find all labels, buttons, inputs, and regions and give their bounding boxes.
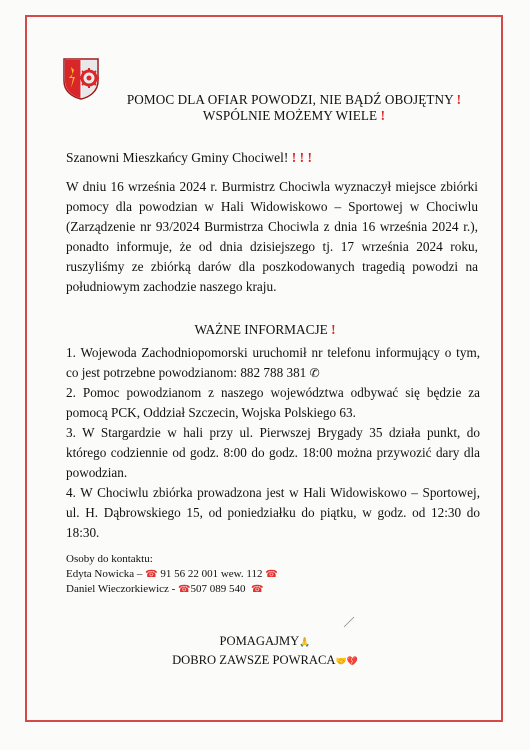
section-title-exclamation: ! — [331, 322, 336, 337]
slogan-line-2 — [0, 652, 530, 671]
pen-mark — [342, 616, 356, 628]
greeting — [66, 150, 312, 166]
info-list — [66, 343, 480, 543]
info-item-3: 3. W Stargardzie w hali przy ul. Pierwszej Brygady 35 działa punkt, do którego codziennie od godz. 8:00 do godz. 18:00 można przywozić dary dla powodzian. — [66, 425, 480, 480]
praying-hands-icon: 🙏 — [299, 638, 311, 648]
info-item-1-text: 1. Wojewoda Zachodniopomorski uruchomił nr telefonu informujący o tym, co jest potrzebne powodzianom: 882 788 381 — [66, 345, 480, 380]
phone-handset-icon: ✆ — [309, 366, 320, 380]
title-exclamation-1: ! — [456, 92, 462, 107]
info-item-1 — [66, 343, 480, 383]
contact-2-name: Daniel Wieczorkiewicz - — [66, 583, 176, 595]
handshake-icon: 🤝 — [335, 657, 347, 667]
contact-person-2 — [66, 582, 386, 597]
telephone-icon: ☎ — [145, 569, 158, 580]
info-item-4: 4. W Chociwlu zbiórka prowadzona jest w Hali Widowiskowo – Sportowej, ul. H. Dąbrowskiego 15, od poniedziałku do piątku, w godz. od 12:30 do 18:30. — [66, 485, 480, 540]
title-line-2: WSPÓLNIE MOŻEMY WIELE — [202, 108, 378, 123]
telephone-icon: ☎ — [251, 584, 264, 595]
contact-1-phone: 91 56 22 001 wew. 112 — [160, 568, 263, 580]
slogan-line-1 — [0, 633, 530, 652]
telephone-icon: ☎ — [178, 584, 191, 595]
section-title-text: WAŻNE INFORMACJE — [194, 322, 328, 337]
section-title — [0, 322, 530, 338]
contact-1-name: Edyta Nowicka – — [66, 568, 143, 580]
contact-person-1 — [66, 567, 386, 582]
intro-paragraph: W dniu 16 września 2024 r. Burmistrz Chociwla wyznaczył miejsce zbiórki pomocy dla powodzian w Hali Widowiskowo – Sportowej w Chociwlu (Zarządzenie nr 93/2024 Burmistrza Chociwla z dnia 16 września 2024 r.), ponadto informuje, że od dnia dzisiejszego tj. 17 września 2024 roku, ruszyliśmy ze zbiórką darów dla poszkodowanych tragedią powodzi na południowym zachodzie naszego kraju. — [66, 179, 478, 294]
title-exclamation-2: ! — [380, 108, 386, 123]
contacts-title: Osoby do kontaktu: — [66, 553, 153, 565]
contacts-block — [66, 552, 386, 597]
info-item-2: 2. Pomoc powodzianom z naszego województwa odbywać się będzie za pomocą PCK, Oddział Szczecin, Wojska Polskiego 63. — [66, 385, 480, 420]
page-title — [104, 92, 484, 124]
greeting-exclamations: ! ! ! — [291, 150, 312, 165]
slogan-line-2-text: DOBRO ZAWSZE POWRACA — [172, 653, 336, 667]
slogan-line-1-text: POMAGAJMY — [219, 634, 300, 648]
gmina-chociwel-crest — [62, 57, 100, 101]
greeting-text: Szanowni Mieszkańcy Gminy Chociwel! — [66, 150, 289, 165]
closing-slogan — [0, 633, 530, 671]
heart-icon: 💔 — [346, 657, 358, 667]
title-line-1: POMOC DLA OFIAR POWODZI, NIE BĄDŹ OBOJĘTNY — [126, 92, 454, 107]
telephone-icon: ☎ — [265, 569, 278, 580]
contact-2-phone: 507 089 540 — [190, 583, 246, 595]
